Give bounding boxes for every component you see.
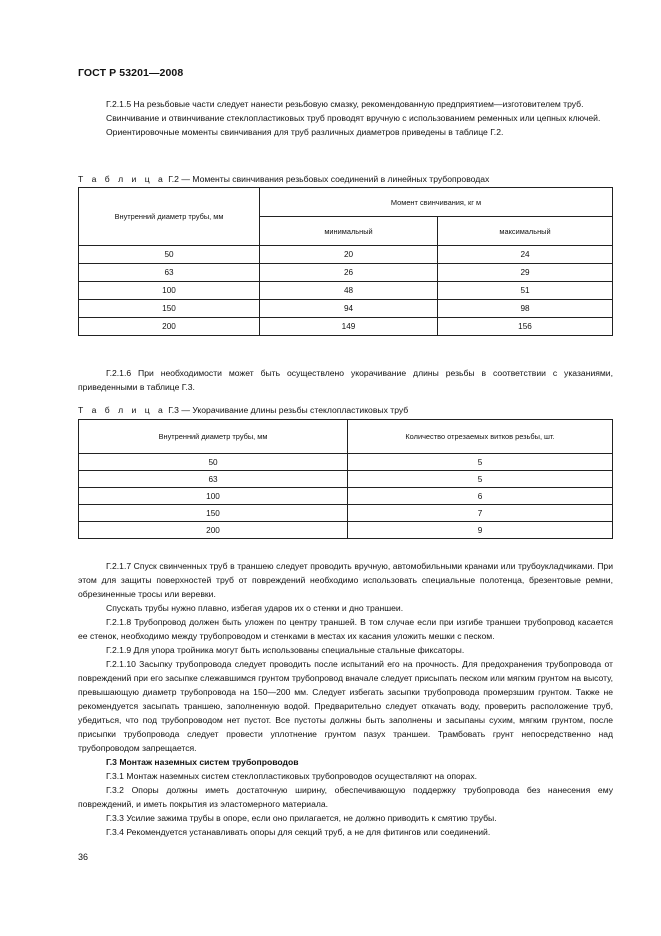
paragraph-g34: Г.3.4 Рекомендуется устанавливать опоры для секций труб, а не для фитингов или соединений. [106, 827, 491, 837]
table-cell: 94 [260, 300, 438, 318]
table-cell: 100 [79, 282, 260, 300]
section-g3-title: Г.3 Монтаж наземных систем трубопроводов [106, 757, 299, 767]
table-cell: 156 [438, 318, 613, 336]
table-g2-wrapper [78, 187, 613, 336]
table-g2-header-diameter: Внутренний диаметр трубы, мм [79, 188, 260, 246]
table-cell: 149 [260, 318, 438, 336]
table-cell: 9 [348, 522, 613, 539]
table-cell: 48 [260, 282, 438, 300]
paragraph-g218: Г.2.1.8 Трубопровод должен быть уложен по центру траншей. В том случае если при изгибе траншеи трубопровод касается ее стенок, необходимо между трубопроводом и стенками в местах их касания уложить мешки с песком. [78, 617, 613, 641]
table-g2-caption-prefix: Т а б л и ц а [78, 174, 166, 184]
paragraph-g32: Г.3.2 Опоры должны иметь достаточную ширину, обеспечивающую поддержку трубопровода без нанесения ему повреждений, и иметь покрытия из эластомерного материала. [78, 785, 613, 809]
table-row [79, 488, 613, 505]
table-cell: 150 [79, 505, 348, 522]
table-g2-caption-text: Г.2 — Моменты свинчивания резьбовых соединений в линейных трубопроводах [168, 174, 490, 184]
paragraph-g2110: Г.2.1.10 Засыпку трубопровода следует проводить после испытаний его на прочность. Для предохранения трубопровода от повреждений при его засыпке слежавшимся грунтом трубопровод вначале следует присыпать песком или мягким грунтом на высоту, превышающую диаметр трубопровода на 150—200 мм. Следует избегать засыпки трубопровода промерзшим грунтом. Также не рекомендуется засыпать траншею, заполненную водой. Предварительно следует откачать воду, проверить расположение труб, убедиться, что под трубопроводом нет пустот. Все пустоты должны быть заполнены и засыпаны сухим, мягким грунтом, после присыпки трубопровода следует провести уплотнение грунтом пазух траншеи. Трамбовать грунт непосредственно над трубопроводом запрещается. [78, 659, 613, 753]
table-cell: 200 [79, 522, 348, 539]
intro-block [78, 97, 613, 139]
paragraph-g33: Г.3.3 Усилие зажима трубы в опоре, если оно прилагается, не должно приводить к смятию трубы. [106, 813, 497, 823]
table-g3-caption [78, 404, 613, 416]
table-cell: 5 [348, 454, 613, 471]
table-row [79, 300, 613, 318]
table-row [79, 264, 613, 282]
table-g3-caption-prefix: Т а б л и ц а [78, 405, 166, 415]
table-cell: 26 [260, 264, 438, 282]
table-g3 [78, 419, 613, 539]
table-row [79, 318, 613, 336]
paragraph-moments-ref: Ориентировочные моменты свинчивания для труб различных диаметров приведены в таблице Г.2. [106, 127, 504, 137]
table-cell: 50 [79, 246, 260, 264]
table-cell: 29 [438, 264, 613, 282]
table-g3-wrapper [78, 419, 613, 539]
table-cell: 63 [79, 264, 260, 282]
table-g2-caption [78, 173, 613, 185]
paragraph-lowering: Спускать трубы нужно плавно, избегая ударов их о стенки и дно траншеи. [106, 603, 404, 613]
table-row [79, 246, 613, 264]
table-row [79, 282, 613, 300]
table-row [79, 505, 613, 522]
paragraph-g216: Г.2.1.6 При необходимости может быть осуществлено укорачивание длины резьбы в соответствии с указаниями, приведенными в таблице Г.3. [78, 368, 613, 392]
table-g3-header-turns: Количество отрезаемых витков резьбы, шт. [348, 420, 613, 454]
paragraph-screwing: Свинчивание и отвинчивание стеклопластиковых труб проводят вручную с использованием ременных или цепных ключей. [106, 113, 601, 123]
body-block [78, 559, 613, 839]
table-cell: 200 [79, 318, 260, 336]
table-row [79, 522, 613, 539]
table-cell: 20 [260, 246, 438, 264]
table-row [79, 471, 613, 488]
table-cell: 100 [79, 488, 348, 505]
paragraph-g217: Г.2.1.7 Спуск свинченных труб в траншею следует проводить вручную, автомобильными кранами или трубоукладчиками. При этом для защиты поверхностей труб от повреждений необходимо использовать специальные полотенца, брезентовые ремни, обрезиненные тросы или веревки. [78, 561, 613, 599]
table-g2-header-moment: Момент свинчивания, кг м [260, 188, 613, 217]
table-cell: 98 [438, 300, 613, 318]
table-row [79, 454, 613, 471]
table-g3-caption-text: Г.3 — Укорачивание длины резьбы стеклопластиковых труб [168, 405, 409, 415]
table-cell: 150 [79, 300, 260, 318]
page-number: 36 [78, 852, 89, 862]
document-header: ГОСТ Р 53201—2008 [78, 67, 184, 79]
paragraph-g219: Г.2.1.9 Для упора тройника могут быть использованы специальные стальные фиксаторы. [106, 645, 465, 655]
table-cell: 5 [348, 471, 613, 488]
paragraph-g215: Г.2.1.5 На резьбовые части следует нанести резьбовую смазку, рекомендованную предприятием—изготовителем труб. [106, 99, 584, 109]
table-g2 [78, 187, 613, 336]
table-cell: 51 [438, 282, 613, 300]
table-g3-header-diameter: Внутренний диаметр трубы, мм [79, 420, 348, 454]
table-cell: 63 [79, 471, 348, 488]
table-cell: 6 [348, 488, 613, 505]
table-g2-header-min: минимальный [260, 217, 438, 246]
table-cell: 7 [348, 505, 613, 522]
mid-block [78, 366, 613, 394]
table-cell: 24 [438, 246, 613, 264]
table-cell: 50 [79, 454, 348, 471]
table-g2-header-max: максимальный [438, 217, 613, 246]
paragraph-g31: Г.3.1 Монтаж наземных систем стеклопластиковых трубопроводов осуществляют на опорах. [106, 771, 478, 781]
